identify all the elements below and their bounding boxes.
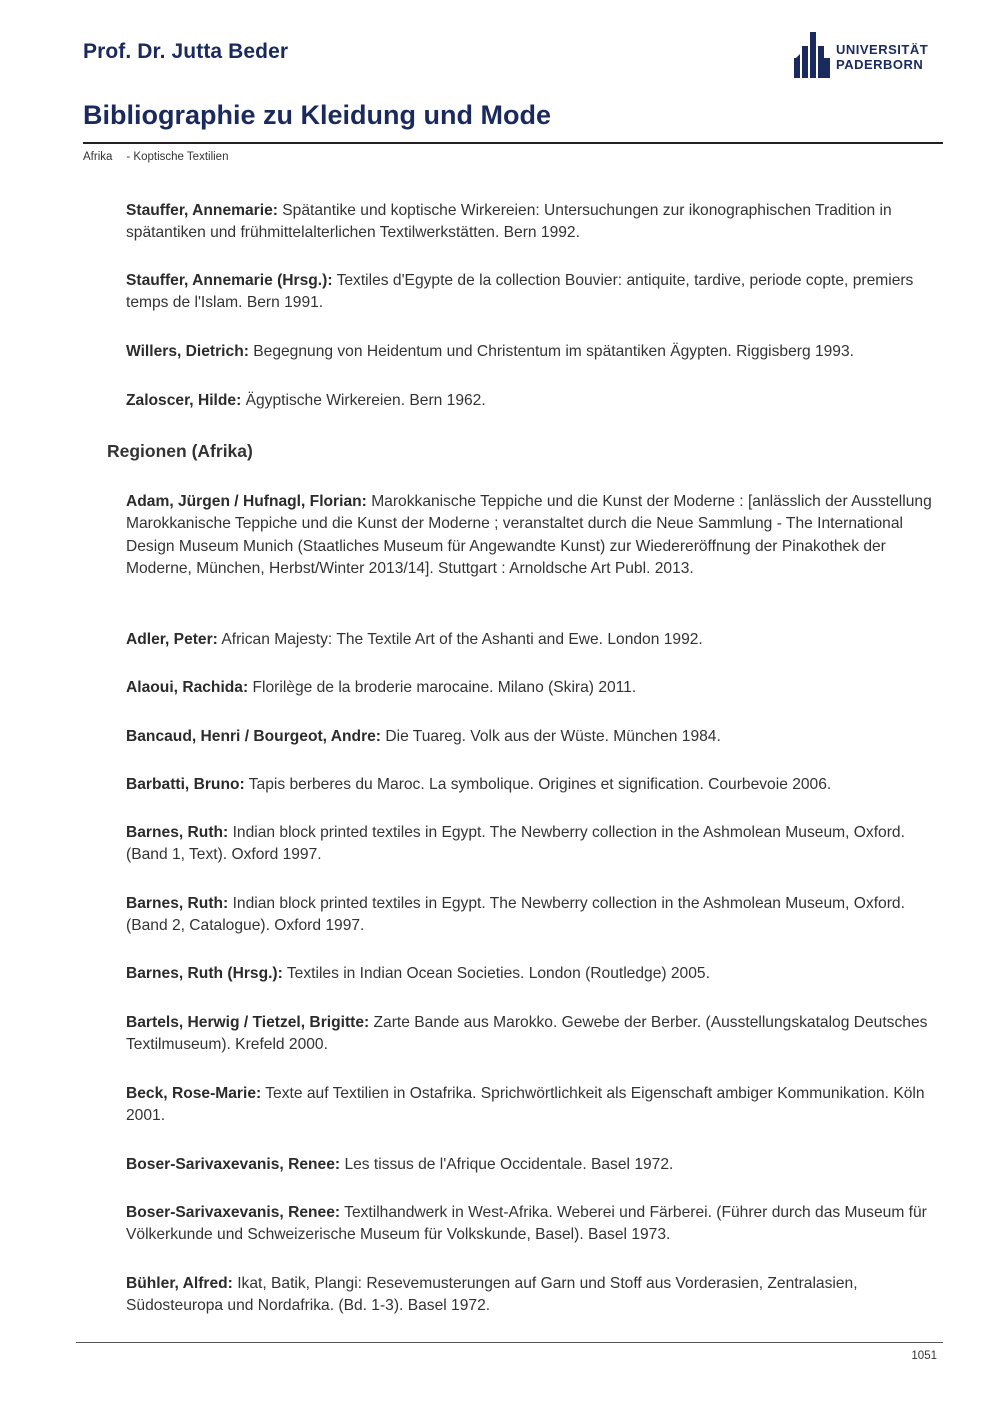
entry-text: Ägyptische Wirkereien. Bern 1962. — [241, 392, 486, 409]
entry-text: Tapis berberes du Maroc. La symbolique. Origines et signification. Courbevoie 2006. — [244, 776, 832, 793]
breadcrumb-part-2: - Koptische Textilien — [126, 151, 229, 163]
bibliography-entry — [126, 1273, 941, 1318]
university-logo-icon — [794, 32, 830, 83]
bibliography-entry — [126, 270, 941, 315]
bibliography-entry — [126, 390, 941, 412]
entry-author: Alaoui, Rachida: — [126, 679, 249, 696]
bibliography-entry — [126, 629, 941, 651]
university-logo-text — [836, 42, 928, 72]
bibliography-entry — [126, 726, 941, 748]
entry-text: Textiles in Indian Ocean Societies. London (Routledge) 2005. — [282, 965, 710, 982]
entry-text: Indian block printed textiles in Egypt. The Newberry collection in the Ashmolean Museum, Oxford. (Band 2, Catalogue). Oxford 1997. — [126, 895, 905, 935]
entry-text: Zarte Bande aus Marokko. Gewebe der Berber. (Ausstellungskatalog Deutsches Textilmuseum). Krefeld 2000. — [126, 1014, 928, 1054]
entry-author: Zaloscer, Hilde: — [126, 392, 242, 409]
entry-text: Begegnung von Heidentum und Christentum im spätantiken Ägypten. Riggisberg 1993. — [248, 343, 854, 360]
entry-text: Spätantike und koptische Wirkereien: Untersuchungen zur ikonographischen Tradition in spätantiken und frühmittelalterlichen Textilwerkstätten. Bern 1992. — [126, 202, 892, 242]
bibliography-entry — [126, 774, 941, 796]
bibliography-entry — [126, 1083, 941, 1128]
entry-text: Indian block printed textiles in Egypt. The Newberry collection in the Ashmolean Museum, Oxford. (Band 1, Text). Oxford 1997. — [126, 824, 905, 864]
page-number: 1051 — [911, 1350, 937, 1362]
entry-author: Bühler, Alfred: — [126, 1275, 233, 1292]
bibliography-entry — [126, 963, 941, 985]
entry-text: Texte auf Textilien in Ostafrika. Sprichwörtlichkeit als Eigenschaft ambiger Kommunikation. Köln 2001. — [126, 1085, 925, 1125]
entry-author: Barnes, Ruth (Hrsg.): — [126, 965, 283, 982]
entry-author: Bartels, Herwig / Tietzel, Brigitte: — [126, 1014, 370, 1031]
bibliography-entry — [126, 200, 941, 245]
entry-author: Adler, Peter: — [126, 631, 218, 648]
entry-text: Die Tuareg. Volk aus der Wüste. München 1984. — [381, 728, 721, 745]
entry-text: Textiles d'Egypte de la collection Bouvier: antiquite, tardive, periode copte, premiers temps de l'Islam. Bern 1991. — [126, 272, 914, 312]
entry-author: Barnes, Ruth: — [126, 895, 229, 912]
logo-line-1: UNIVERSITÄT — [836, 42, 929, 57]
entry-text: Textilhandwerk in West-Afrika. Weberei und Färberei. (Führer durch das Museum für Völkerkunde und Schweizerische Museum für Volkskunde, Basel). Basel 1973. — [126, 1204, 927, 1244]
bibliography-entry — [126, 491, 941, 581]
university-logo — [794, 33, 934, 81]
document-title: Bibliographie zu Kleidung und Mode — [83, 100, 551, 130]
bibliography-entry — [126, 1154, 941, 1176]
bibliography-entry — [126, 677, 941, 699]
entry-text: Marokkanische Teppiche und die Kunst der Moderne : [anlässlich der Ausstellung Marokkanische Teppiche und die Kunst der Moderne ; veranstaltet durch die Neue Sammlung - The International Design Museum Munich (Staatliches Museum für Angewandte Kunst) zur Wiedereröffnung der Pinakothek der Moderne, München, Herbst/Winter 2013/14]. Stuttgart : Arnoldsche Art Publ. 2013. — [126, 493, 932, 578]
entry-text: Ikat, Batik, Plangi: Resevemusterungen auf Garn und Stoff aus Vorderasien, Zentralasien, Südosteuropa und Nordafrika. (Bd. 1-3). Basel 1972. — [126, 1275, 858, 1315]
entry-text: Florilège de la broderie marocaine. Milano (Skira) 2011. — [248, 679, 637, 696]
entry-author: Willers, Dietrich: — [126, 343, 249, 360]
entry-author: Adam, Jürgen / Hufnagl, Florian: — [126, 493, 367, 510]
entry-author: Barnes, Ruth: — [126, 824, 229, 841]
entry-text: Les tissus de l'Afrique Occidentale. Basel 1972. — [340, 1156, 674, 1173]
section-heading: Regionen (Afrika) — [107, 441, 253, 461]
entry-author: Beck, Rose-Marie: — [126, 1085, 262, 1102]
entry-author: Bancaud, Henri / Bourgeot, Andre: — [126, 728, 382, 745]
entry-text: African Majesty: The Textile Art of the Ashanti and Ewe. London 1992. — [217, 631, 703, 648]
entry-author: Boser-Sarivaxevanis, Renee: — [126, 1204, 341, 1221]
entry-author: Stauffer, Annemarie (Hrsg.): — [126, 272, 333, 289]
entry-author: Barbatti, Bruno: — [126, 776, 245, 793]
bibliography-entry — [126, 1012, 941, 1057]
footer-divider — [76, 1342, 943, 1343]
entry-author: Stauffer, Annemarie: — [126, 202, 278, 219]
entry-author: Boser-Sarivaxevanis, Renee: — [126, 1156, 341, 1173]
breadcrumb — [83, 151, 228, 163]
title-divider — [83, 142, 943, 144]
bibliography-entry — [126, 1202, 941, 1247]
breadcrumb-part-1: Afrika — [83, 151, 113, 163]
logo-line-2: PADERBORN — [836, 57, 924, 72]
author-name: Prof. Dr. Jutta Beder — [83, 40, 289, 63]
bibliography-entry — [126, 822, 941, 867]
bibliography-entry — [126, 893, 941, 938]
bibliography-entry — [126, 341, 941, 363]
